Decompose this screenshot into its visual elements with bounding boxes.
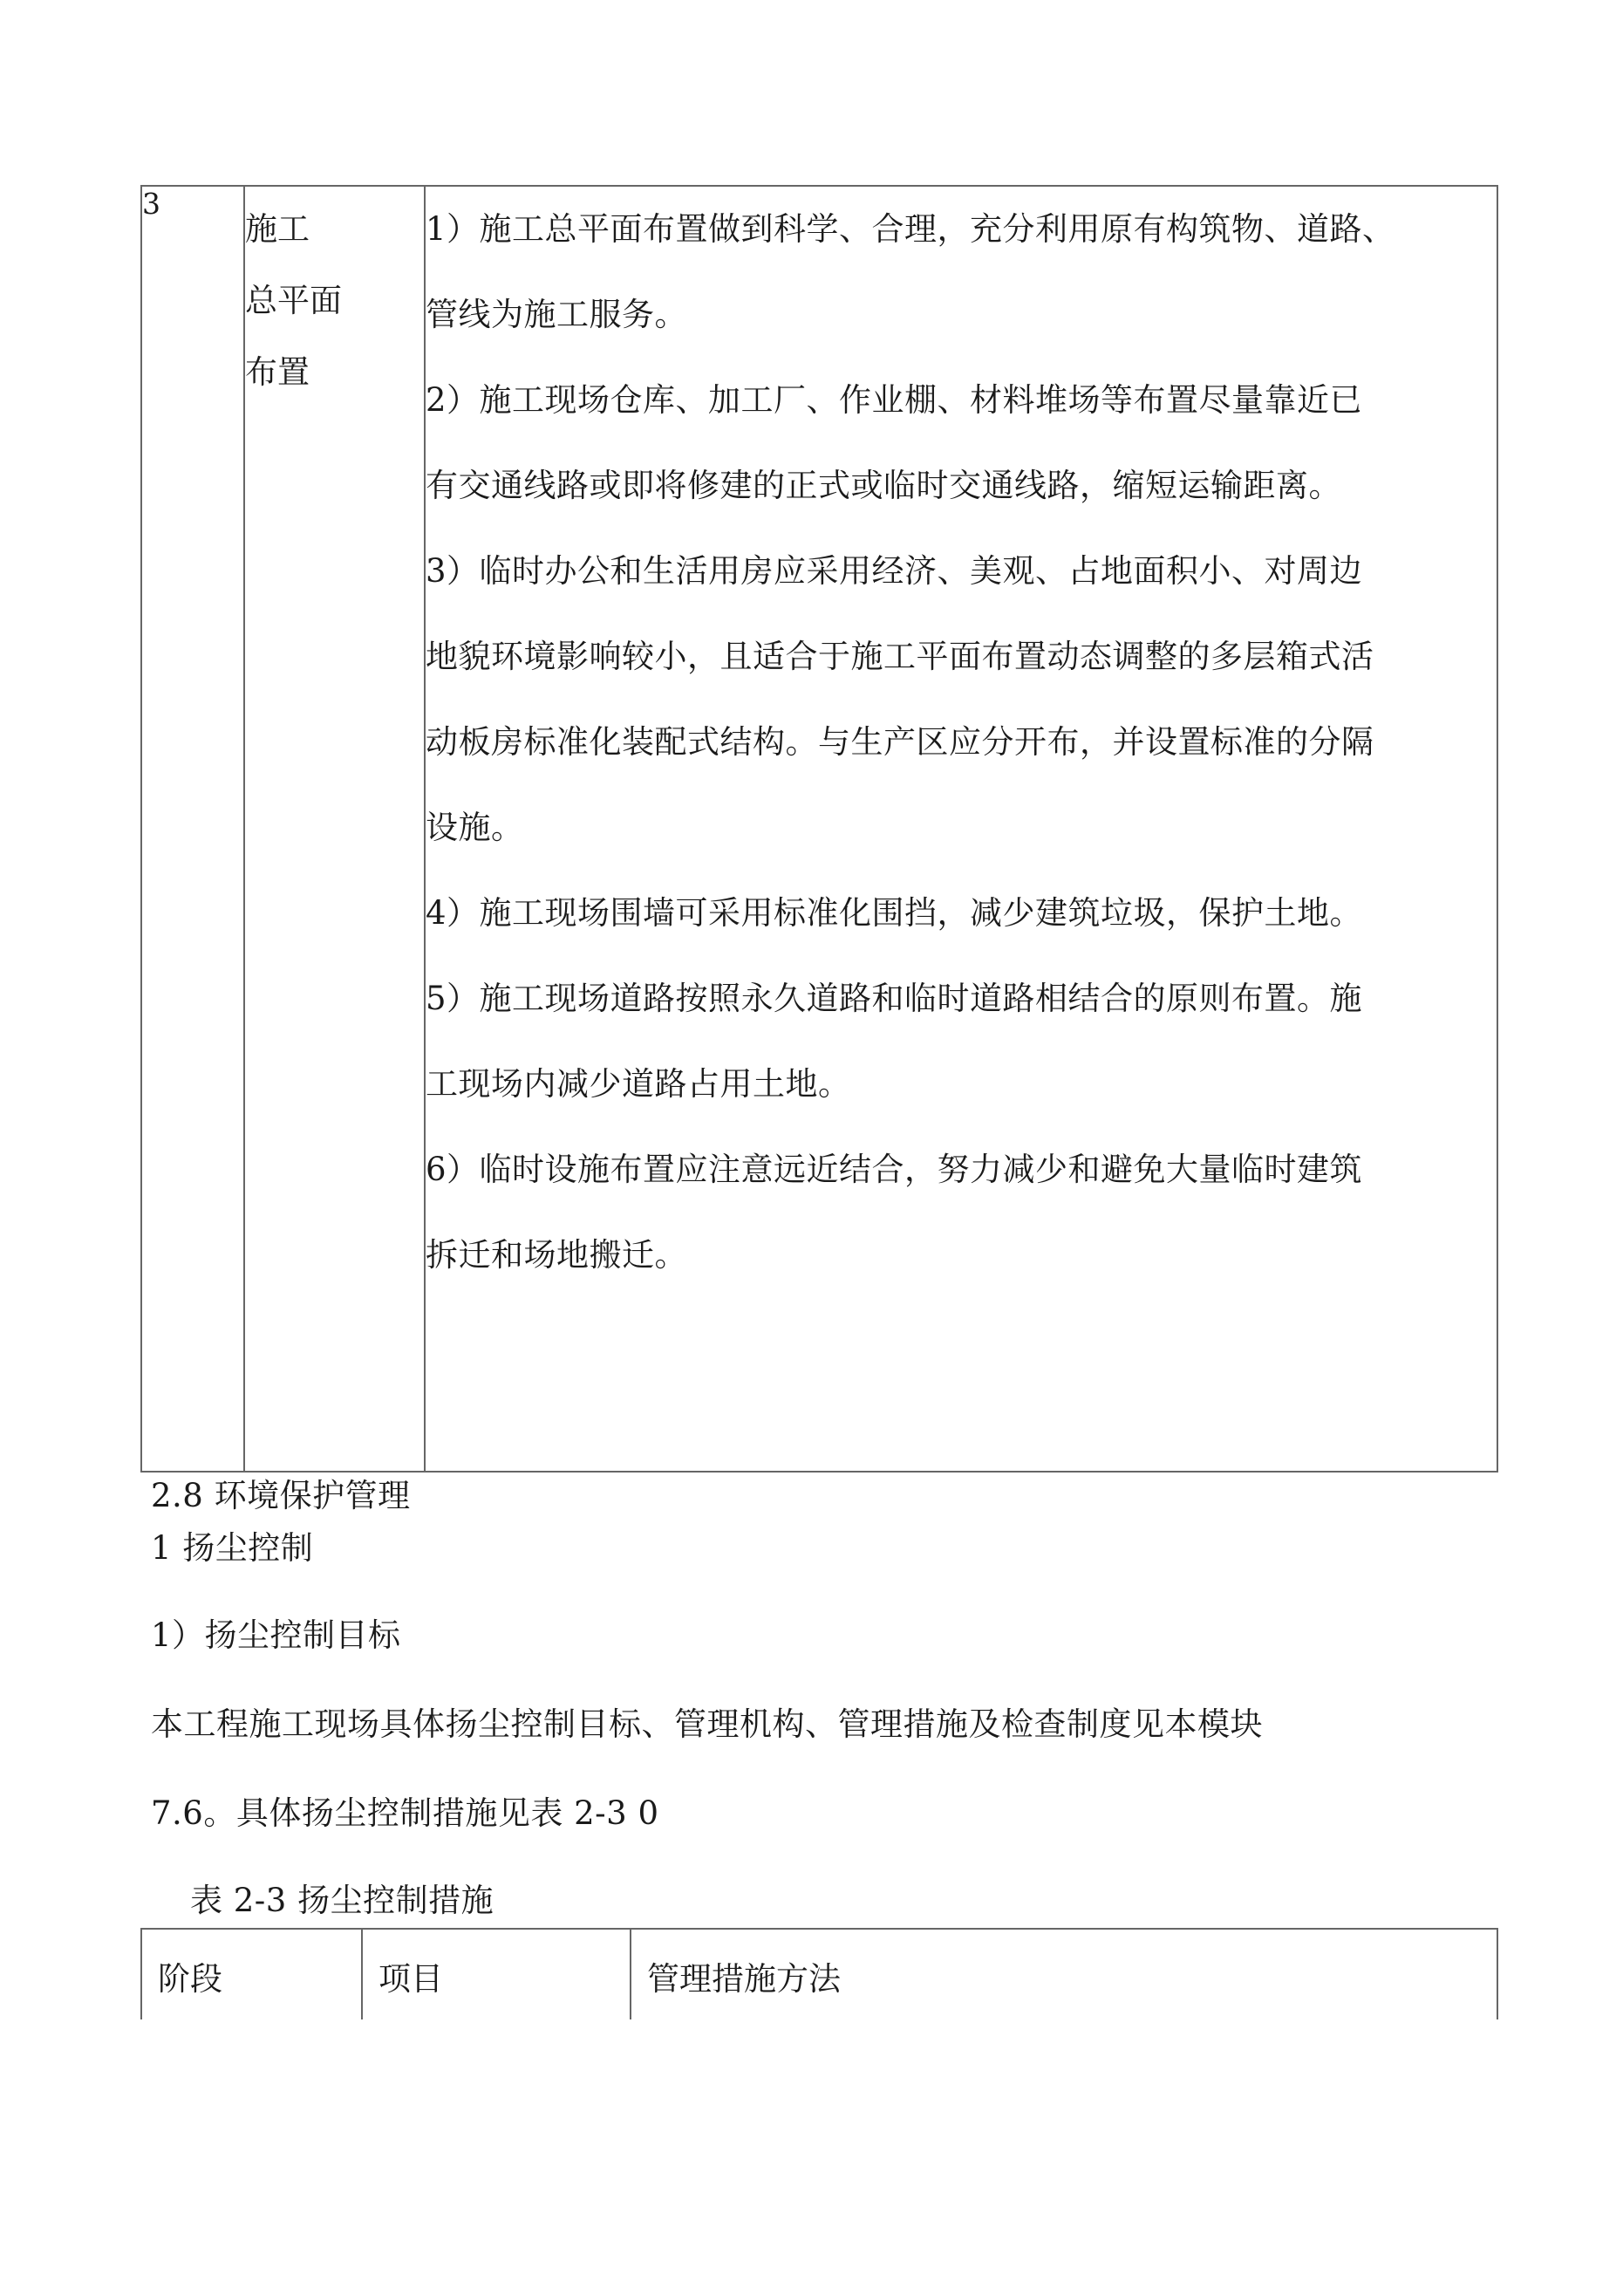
content-line: 1）施工总平面布置做到科学、合理，充分利用原有构筑物、道路、	[426, 210, 1395, 248]
paragraph-line: 7.6。具体扬尘控制措施见表 2-3 0	[151, 1794, 659, 1832]
layout-measures-table	[140, 185, 1498, 1473]
row-content-cell	[425, 186, 1497, 1472]
table-header-row	[141, 1929, 1497, 2019]
table-row	[141, 186, 1497, 1472]
paragraph-line: 本工程施工现场具体扬尘控制目标、管理机构、管理措施及检查制度见本模块	[151, 1705, 1263, 1743]
item-title: 1）扬尘控制目标	[151, 1616, 401, 1654]
column-header-method: 管理措施方法	[631, 1929, 1497, 2019]
dust-control-table	[140, 1928, 1498, 2019]
subsection-heading: 1 扬尘控制	[151, 1529, 314, 1567]
content-line: 地貌环境影响较小，且适合于施工平面布置动态调整的多层箱式活	[426, 638, 1374, 675]
row-number: 3	[142, 187, 160, 221]
content-line: 工现场内减少道路占用土地。	[426, 1065, 851, 1103]
row-label-line: 总平面	[245, 282, 342, 319]
content-line: 6）临时设施布置应注意远近结合，努力减少和避免大量临时建筑	[426, 1151, 1363, 1188]
content-line: 4）施工现场围墙可采用标准化围挡，减少建筑垃圾，保护土地。	[426, 894, 1363, 932]
column-header-stage: 阶段	[141, 1929, 362, 2019]
content-line: 设施。	[426, 809, 524, 846]
row-label-line: 施工	[245, 210, 310, 248]
content-line: 2）施工现场仓库、加工厂、作业棚、材料堆场等布置尽量靠近已	[426, 381, 1363, 419]
content-line: 拆迁和场地搬迁。	[426, 1236, 687, 1274]
content-line: 管线为施工服务。	[426, 296, 687, 333]
row-label-cell	[244, 186, 425, 1472]
content-line: 3）临时办公和生活用房应采用经济、美观、占地面积小、对周边	[426, 552, 1363, 590]
table-caption: 表 2-3 扬尘控制措施	[190, 1882, 494, 1919]
row-number-cell	[141, 186, 244, 1472]
column-header-item: 项目	[362, 1929, 631, 2019]
content-line: 5）施工现场道路按照永久道路和临时道路相结合的原则布置。施	[426, 980, 1363, 1017]
section-heading: 2.8 环境保护管理	[151, 1477, 411, 1514]
content-line: 动板房标准化装配式结构。与生产区应分开布，并设置标准的分隔	[426, 723, 1374, 761]
row-label-line: 布置	[245, 353, 310, 391]
content-line: 有交通线路或即将修建的正式或临时交通线路，缩短运输距离。	[426, 467, 1341, 504]
